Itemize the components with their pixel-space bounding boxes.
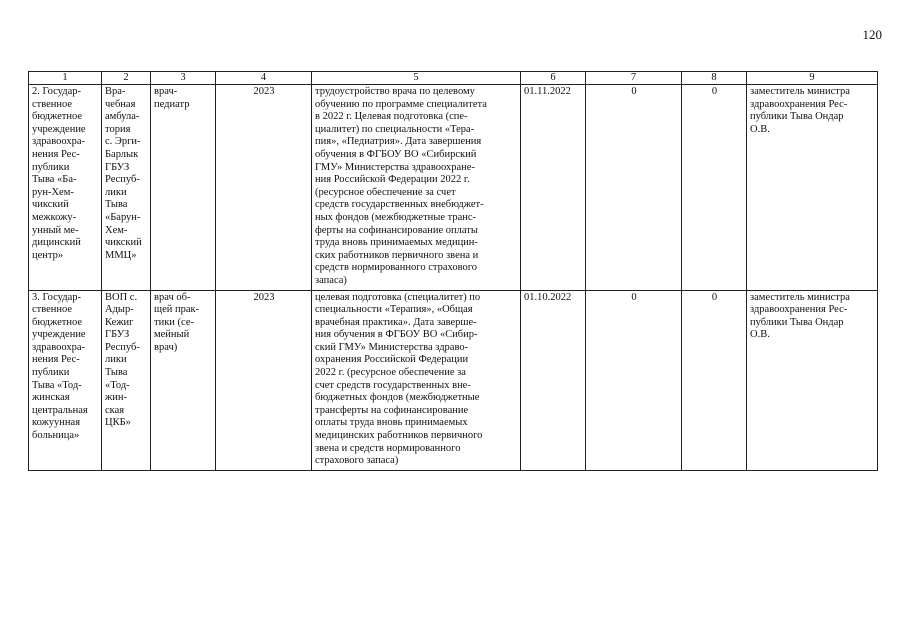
cell-line: кожуунная xyxy=(32,417,81,429)
organization-cell xyxy=(29,290,102,470)
cell-line: ственное xyxy=(32,98,73,110)
cell-line: ГБУЗ xyxy=(105,161,130,173)
cell-line: рун-Хем- xyxy=(32,186,74,198)
position-cell xyxy=(151,85,216,291)
cell-line: центральная xyxy=(32,404,88,416)
cell-line: жин- xyxy=(105,392,127,404)
cell-line: «Барун- xyxy=(105,211,141,223)
cell-line: врачебная практика». Дата заверше- xyxy=(315,316,477,328)
cell-line: жинская xyxy=(32,392,70,404)
cell-line: пия», «Педиатрия». Дата завершения xyxy=(315,136,482,148)
cell-line: ГМУ» Министерства здравоохране- xyxy=(315,161,475,173)
cell-line: лики xyxy=(105,186,127,198)
cell-line: врач- xyxy=(154,86,178,97)
responsible-cell xyxy=(747,85,878,291)
cell-line: Адыр- xyxy=(105,304,134,316)
cell-line: ГБУЗ xyxy=(105,329,130,341)
organization-cell xyxy=(29,85,102,291)
column-number: 7 xyxy=(586,72,682,85)
cell-line: бюджетных фондов (межбюджетные xyxy=(315,392,480,404)
cell-line: средств нормированного страхового xyxy=(315,262,478,274)
cell-line: тория xyxy=(105,123,131,135)
cell-line: звена и средств нормированного xyxy=(315,442,461,454)
cell-line: здравоохра- xyxy=(32,341,85,353)
cell-line: чикский xyxy=(32,199,69,211)
column-number: 6 xyxy=(521,72,586,85)
column-number: 2 xyxy=(102,72,151,85)
cell-line: 2022 г. (ресурсное обеспечение за xyxy=(315,367,466,379)
table-row xyxy=(29,290,878,470)
position-cell xyxy=(151,290,216,470)
cell-line: Вра- xyxy=(105,86,126,97)
cell-line: оплаты труда вновь принимаемых xyxy=(315,417,468,429)
cell-line: «Тод- xyxy=(105,379,130,391)
cell-line: Респуб- xyxy=(105,341,140,353)
column7-value-cell: 0 xyxy=(586,290,682,470)
cell-line: в 2022 г. Целевая подготовка (спе- xyxy=(315,111,468,123)
cell-line: трудоустройство врача по целевому xyxy=(315,86,475,97)
column-number: 3 xyxy=(151,72,216,85)
cell-line: нения Рес- xyxy=(32,354,80,366)
date-cell: 01.10.2022 xyxy=(521,290,586,470)
cell-line: обучения в ФГБОУ ВО «Сибирский xyxy=(315,148,477,160)
cell-line: счет средств государственных вне- xyxy=(315,379,471,391)
page-number: 120 xyxy=(862,27,882,42)
column-number: 5 xyxy=(312,72,521,85)
cell-line: чикский xyxy=(105,237,142,249)
cell-line: Хем- xyxy=(105,224,128,236)
cell-line: О.В. xyxy=(750,329,770,341)
cell-line: нения Рес- xyxy=(32,148,80,160)
cell-line: заместитель министра xyxy=(750,291,850,303)
cell-line: лики xyxy=(105,354,127,366)
cell-line: Барлык xyxy=(105,148,139,160)
cell-line: медицинских работников первичного xyxy=(315,430,483,442)
cell-line: ственное xyxy=(32,304,73,316)
cell-line: здравоохранения Рес- xyxy=(750,98,848,110)
cell-line: учреждение xyxy=(32,329,86,341)
cell-line: тики (се- xyxy=(154,316,194,328)
cell-line: 2. Государ- xyxy=(32,86,82,97)
cell-line: ных фондов (межбюджетные транс- xyxy=(315,211,477,223)
cell-line: специальности «Терапия», «Общая xyxy=(315,304,473,316)
column-number: 8 xyxy=(682,72,747,85)
cell-line: ских работников первичного звена и xyxy=(315,249,479,261)
cell-line: ММЦ» xyxy=(105,249,137,261)
cell-line: педиатр xyxy=(154,98,190,110)
cell-line: (ресурсное обеспечение за счет xyxy=(315,186,456,198)
cell-line: чебная xyxy=(105,98,136,110)
cell-line: ферты на софинансирование оплаты xyxy=(315,224,478,236)
responsible-cell xyxy=(747,290,878,470)
cell-line: мейный xyxy=(154,329,190,341)
cell-line: центр» xyxy=(32,249,64,261)
unit-cell xyxy=(102,290,151,470)
column8-value-cell: 0 xyxy=(682,290,747,470)
plan-table xyxy=(28,71,878,471)
table-row xyxy=(29,85,878,291)
cell-line: Тыва «Ба- xyxy=(32,174,77,186)
cell-line: больница» xyxy=(32,430,80,442)
year-cell: 2023 xyxy=(216,290,312,470)
cell-line: 3. Государ- xyxy=(32,291,82,303)
cell-line: публики xyxy=(32,161,70,173)
cell-line: обучению по программе специалитета xyxy=(315,98,487,110)
cell-line: врач об- xyxy=(154,291,191,303)
cell-line: О.В. xyxy=(750,123,770,135)
cell-line: публики xyxy=(32,367,70,379)
cell-line: Тыва «Тод- xyxy=(32,379,82,391)
cell-line: циалитет) по специальности «Тера- xyxy=(315,123,475,135)
cell-line: запаса) xyxy=(315,274,347,286)
cell-line: Респуб- xyxy=(105,174,140,186)
column-number: 4 xyxy=(216,72,312,85)
cell-line: целевая подготовка (специалитет) по xyxy=(315,291,481,303)
cell-line: публики Тыва Ондар xyxy=(750,316,844,328)
cell-line: здравоохранения Рес- xyxy=(750,304,848,316)
cell-line: ВОП с. xyxy=(105,291,138,303)
cell-line: Кежиг xyxy=(105,316,134,328)
column-number-row xyxy=(29,72,878,85)
cell-line: врач) xyxy=(154,341,178,353)
cell-line: унный ме- xyxy=(32,224,79,236)
column-number: 1 xyxy=(29,72,102,85)
cell-line: страхового запаса) xyxy=(315,455,399,467)
cell-line: трансферты на софинансирование xyxy=(315,404,469,416)
cell-line: публики Тыва Ондар xyxy=(750,111,844,123)
cell-line: труда вновь принимаемых медицин- xyxy=(315,237,478,249)
cell-line: ЦКБ» xyxy=(105,417,131,429)
cell-line: дицинский xyxy=(32,237,81,249)
cell-line: средств государственных внебюджет- xyxy=(315,199,484,211)
cell-line: Тыва xyxy=(105,367,128,379)
cell-line: ская xyxy=(105,404,125,416)
cell-line: бюджетное xyxy=(32,111,83,123)
cell-line: ния Российской Федерации 2022 г. xyxy=(315,174,470,186)
cell-line: щей прак- xyxy=(154,304,200,316)
cell-line: Тыва xyxy=(105,199,128,211)
date-cell: 01.11.2022 xyxy=(521,85,586,291)
column8-value-cell: 0 xyxy=(682,85,747,291)
description-cell xyxy=(312,85,521,291)
column-number: 9 xyxy=(747,72,878,85)
column7-value-cell: 0 xyxy=(586,85,682,291)
cell-line: охранения Российской Федерации xyxy=(315,354,469,366)
cell-line: учреждение xyxy=(32,123,86,135)
cell-line: заместитель министра xyxy=(750,86,850,97)
cell-line: амбула- xyxy=(105,111,140,123)
unit-cell xyxy=(102,85,151,291)
cell-line: бюджетное xyxy=(32,316,83,328)
cell-line: ский ГМУ» Министерства здраво- xyxy=(315,341,469,353)
cell-line: с. Эрги- xyxy=(105,136,141,148)
cell-line: межкожу- xyxy=(32,211,77,223)
year-cell: 2023 xyxy=(216,85,312,291)
cell-line: ния обучения в ФГБОУ ВО «Сибир- xyxy=(315,329,478,341)
cell-line: здравоохра- xyxy=(32,136,85,148)
description-cell xyxy=(312,290,521,470)
